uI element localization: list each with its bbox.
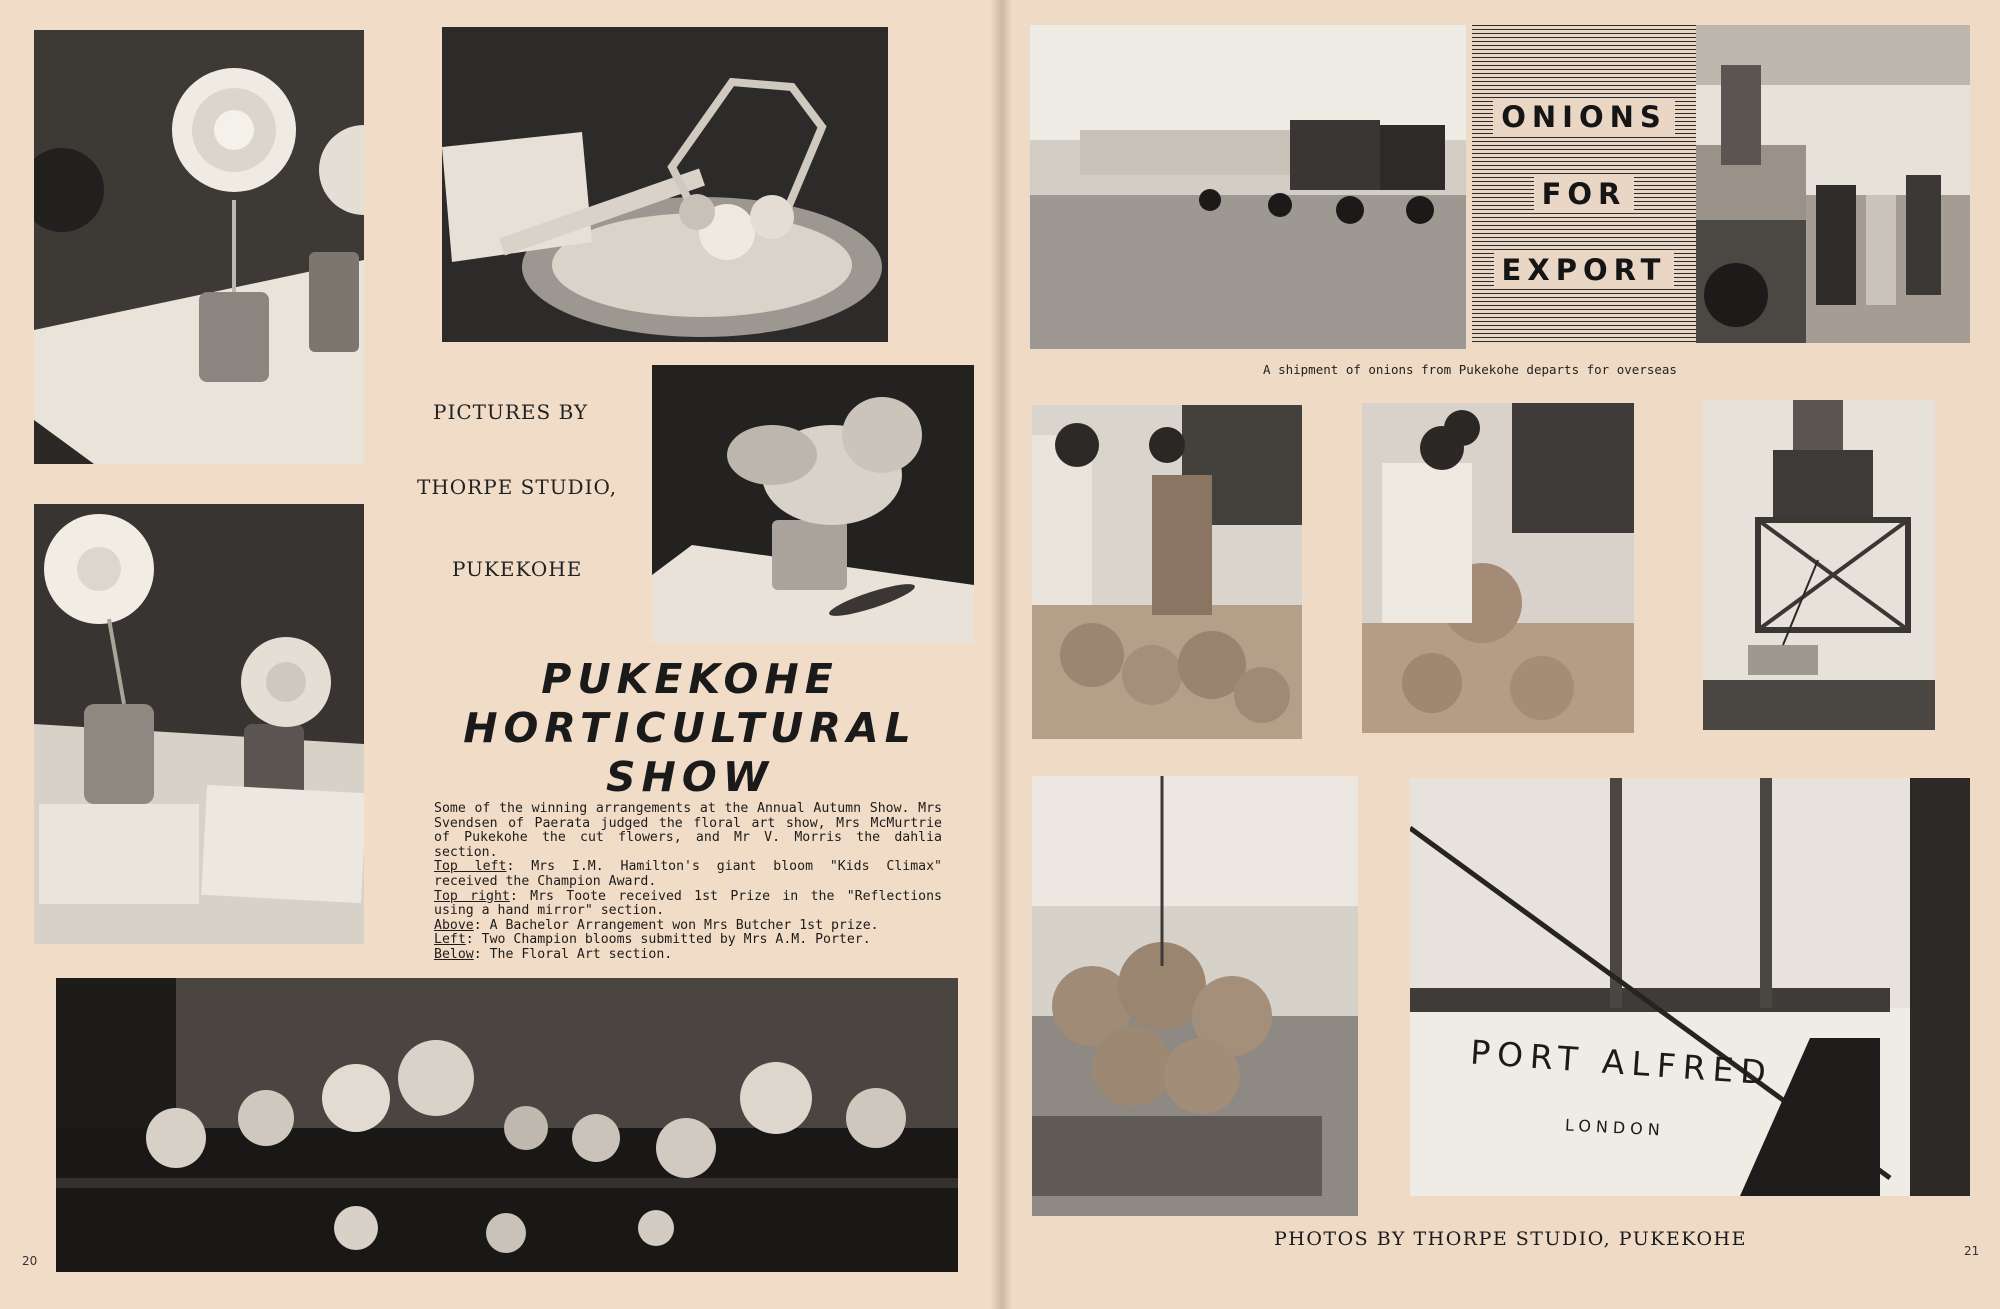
caption-text: : Mrs I.M. Hamilton's giant bloom "Kids Climax" received the Champion Award. xyxy=(434,859,942,889)
photo-floral-art-section xyxy=(56,978,958,1272)
caption-label: Below xyxy=(434,946,474,962)
page-number-right: 21 xyxy=(1964,1244,1980,1258)
show-title xyxy=(430,655,950,802)
photos-credit: PHOTOS BY THORPE STUDIO, PUKEKOHE xyxy=(1274,1228,1747,1250)
photo-sling-of-onions xyxy=(1032,776,1358,1216)
caption-text: : Mrs Toote received 1st Prize in the "Reflections using a hand mirror" section. xyxy=(434,888,942,919)
photo-crane-loading xyxy=(1703,400,1935,730)
photo-workers-lifting-sacks-1 xyxy=(1032,405,1302,739)
shipment-caption: A shipment of onions from Pukekohe departs for overseas xyxy=(1263,362,1677,377)
show-caption xyxy=(434,802,942,963)
photo-hand-mirror-arrangement xyxy=(442,27,888,342)
caption-text: : Two Champion blooms submitted by Mrs A.M. Porter. xyxy=(465,932,871,948)
ship-port: LONDON xyxy=(1564,1115,1666,1140)
photo-bachelor-arrangement xyxy=(652,365,974,643)
caption-entry-above xyxy=(434,919,942,934)
photo-onion-trucks xyxy=(1030,25,1466,349)
show-title-line-1: PUKEKOHE xyxy=(541,655,839,703)
page-gutter xyxy=(990,0,1012,1309)
caption-label: Top right xyxy=(434,888,510,904)
heading-word-onions: ONIONS xyxy=(1472,100,1696,134)
caption-entry-top-left xyxy=(434,860,942,889)
photo-workers-lifting-sacks-2 xyxy=(1362,403,1634,733)
credit-line-2: THORPE STUDIO, xyxy=(417,475,618,499)
caption-label: Left xyxy=(434,932,466,948)
onions-for-export-heading xyxy=(1472,25,1696,343)
caption-text: : A Bachelor Arrangement won Mrs Butcher 1st prize. xyxy=(473,917,879,933)
caption-intro: Some of the winning arrangements at the Annual Autumn Show. Mrs Svendsen of Paerata judged the floral art show, Mrs McMurtrie of Pukekohe the cut flowers, and Mr V. Morris the dahlia section. xyxy=(434,801,942,860)
show-title-line-3: SHOW xyxy=(606,753,774,801)
heading-word-for: FOR xyxy=(1472,177,1696,211)
photo-two-champion-blooms xyxy=(34,504,364,944)
page-number-left: 20 xyxy=(22,1254,38,1268)
credit-line-3: PUKEKOHE xyxy=(452,557,583,581)
caption-entry-below xyxy=(434,948,942,963)
caption-entry-left xyxy=(434,933,942,948)
show-title-line-2: HORTICULTURAL xyxy=(463,704,917,752)
ship-name: PORT ALFRED xyxy=(1469,1032,1775,1093)
photo-port-alfred-ship xyxy=(1410,778,1970,1196)
credit-line-1: PICTURES BY xyxy=(433,400,589,424)
heading-word-export: EXPORT xyxy=(1472,253,1696,287)
caption-label: Above xyxy=(434,917,474,933)
photo-loading-truck xyxy=(1696,25,1970,343)
caption-entry-top-right xyxy=(434,890,942,919)
photo-giant-bloom xyxy=(34,30,364,464)
caption-text: : The Floral Art section. xyxy=(473,946,673,962)
caption-label: Top left xyxy=(434,859,507,875)
